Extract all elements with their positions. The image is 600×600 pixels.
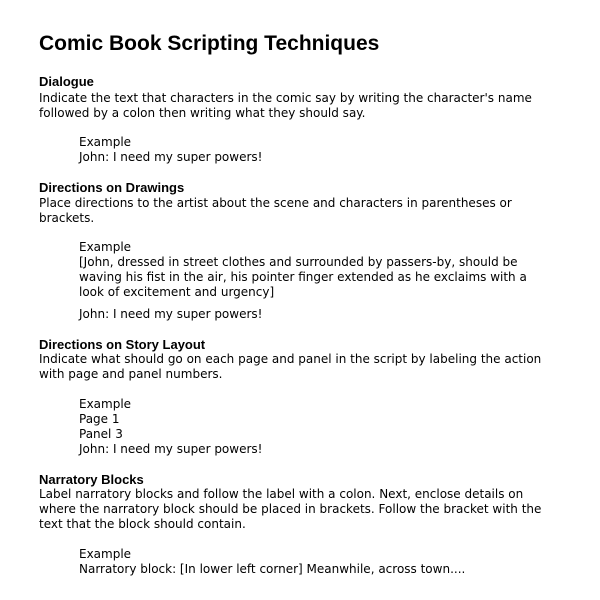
example-block-directions-on-drawings — [79, 240, 527, 300]
description-line: Indicate the text that characters in the comic say by writing the character's name — [39, 91, 532, 105]
section-heading-directions-on-story-layout: Directions on Story Layout — [39, 337, 206, 352]
section-heading-directions-on-drawings: Directions on Drawings — [39, 180, 185, 195]
section-description-directions-on-drawings — [39, 196, 512, 226]
section-heading-narratory-blocks: Narratory Blocks — [39, 472, 144, 487]
example-line: Panel 3 — [79, 427, 123, 441]
description-line: with page and panel numbers. — [39, 367, 223, 381]
example-block-directions-on-story-layout — [79, 397, 262, 457]
example-label: Example — [79, 135, 132, 149]
example-label: Example — [79, 240, 132, 254]
example-block-narratory-blocks — [79, 547, 465, 577]
description-line: followed by a colon then writing what they should say. — [39, 106, 366, 120]
example-line: Page 1 — [79, 412, 120, 426]
example-line: Narratory block: [In lower left corner] Meanwhile, across town.... — [79, 562, 466, 576]
example-block-dialogue — [79, 135, 262, 165]
example-label: Example — [79, 547, 132, 561]
description-line: Place directions to the artist about the scene and characters in parentheses or — [39, 196, 512, 210]
example-line: John: I need my super powers! — [79, 150, 263, 164]
example-line: John: I need my super powers! — [79, 442, 263, 456]
section-description-narratory-blocks — [39, 487, 541, 532]
example-line: [John, dressed in street clothes and surrounded by passers-by, should be — [79, 255, 518, 269]
description-line: text that the block should contain. — [39, 517, 246, 531]
description-line: brackets. — [39, 211, 95, 225]
description-line: Label narratory blocks and follow the label with a colon. Next, enclose details on — [39, 487, 524, 501]
page-title: Comic Book Scripting Techniques — [39, 32, 380, 55]
description-line: Indicate what should go on each page and panel in the script by labeling the action — [39, 352, 542, 366]
description-line: where the narratory block should be placed in brackets. Follow the bracket with the — [39, 502, 542, 516]
example-line: look of excitement and urgency] — [79, 285, 275, 299]
example-dialogue-line: John: I need my super powers! — [79, 307, 263, 321]
section-description-dialogue — [39, 91, 532, 121]
section-heading-dialogue: Dialogue — [39, 74, 94, 89]
section-description-directions-on-story-layout — [39, 352, 541, 382]
example-label: Example — [79, 397, 132, 411]
example-line: waving his fist in the air, his pointer finger extended as he exclaims with a — [79, 270, 527, 284]
